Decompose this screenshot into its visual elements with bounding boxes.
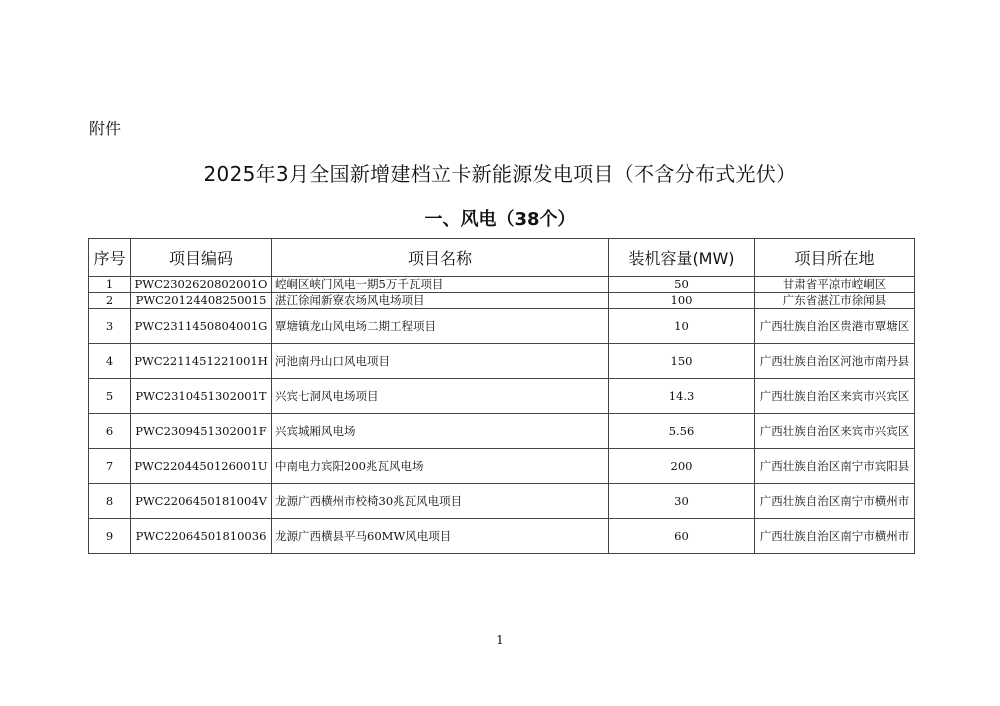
header-name: 项目名称 [272, 239, 609, 277]
cell-location: 广西壮族自治区来宾市兴宾区 [755, 379, 915, 414]
cell-name: 龙源广西横州市校椅30兆瓦风电项目 [272, 484, 609, 519]
cell-code: PWC2204450126001U [131, 449, 272, 484]
cell-name: 中南电力宾阳200兆瓦风电场 [272, 449, 609, 484]
cell-no: 2 [89, 293, 131, 309]
cell-name: 湛江徐闻新寮农场风电场项目 [272, 293, 609, 309]
page-number: 1 [496, 633, 504, 647]
cell-name: 兴宾城厢风电场 [272, 414, 609, 449]
header-code: 项目编码 [131, 239, 272, 277]
table-header-row [89, 239, 915, 277]
table-row [89, 344, 915, 379]
cell-code: PWC2311450804001G [131, 309, 272, 344]
cell-no: 3 [89, 309, 131, 344]
cell-capacity: 100 [609, 293, 755, 309]
cell-name: 崆峒区峡门风电一期5万千瓦项目 [272, 277, 609, 293]
section-title: 一、风电（38个） [424, 209, 576, 230]
cell-no: 7 [89, 449, 131, 484]
header-location: 项目所在地 [755, 239, 915, 277]
cell-capacity: 14.3 [609, 379, 755, 414]
cell-capacity: 5.56 [609, 414, 755, 449]
table-row [89, 449, 915, 484]
cell-location: 广西壮族自治区南宁市横州市 [755, 484, 915, 519]
cell-location: 广西壮族自治区南宁市宾阳县 [755, 449, 915, 484]
cell-capacity: 60 [609, 519, 755, 554]
header-no: 序号 [89, 239, 131, 277]
table-row [89, 277, 915, 293]
cell-no: 6 [89, 414, 131, 449]
cell-code: PWC2302620802001O [131, 277, 272, 293]
cell-code: PWC2211451221001H [131, 344, 272, 379]
table-row [89, 379, 915, 414]
table-row [89, 519, 915, 554]
cell-no: 9 [89, 519, 131, 554]
cell-name: 龙源广西横县平马60MW风电项目 [272, 519, 609, 554]
cell-no: 5 [89, 379, 131, 414]
cell-capacity: 50 [609, 277, 755, 293]
cell-code: PWC22064501810036 [131, 519, 272, 554]
table-row [89, 414, 915, 449]
projects-table [88, 238, 915, 554]
cell-code: PWC2206450181004V [131, 484, 272, 519]
cell-no: 4 [89, 344, 131, 379]
cell-capacity: 150 [609, 344, 755, 379]
cell-no: 8 [89, 484, 131, 519]
attachment-label: 附件 [89, 119, 122, 138]
table-row [89, 484, 915, 519]
cell-capacity: 10 [609, 309, 755, 344]
header-capacity: 装机容量(MW) [609, 239, 755, 277]
cell-location: 广西壮族自治区来宾市兴宾区 [755, 414, 915, 449]
cell-name: 河池南丹山口风电项目 [272, 344, 609, 379]
cell-name: 兴宾七洞风电场项目 [272, 379, 609, 414]
cell-location: 甘肃省平凉市崆峒区 [755, 277, 915, 293]
cell-location: 广西壮族自治区贵港市覃塘区 [755, 309, 915, 344]
cell-capacity: 30 [609, 484, 755, 519]
cell-location: 广西壮族自治区南宁市横州市 [755, 519, 915, 554]
cell-name: 覃塘镇龙山风电场二期工程项目 [272, 309, 609, 344]
table-row [89, 309, 915, 344]
cell-code: PWC2310451302001T [131, 379, 272, 414]
cell-location: 广东省湛江市徐闻县 [755, 293, 915, 309]
cell-location: 广西壮族自治区河池市南丹县 [755, 344, 915, 379]
cell-code: PWC20124408250015 [131, 293, 272, 309]
table-row [89, 293, 915, 309]
cell-capacity: 200 [609, 449, 755, 484]
document-title: 2025年3月全国新增建档立卡新能源发电项目（不含分布式光伏） [203, 162, 797, 186]
cell-code: PWC2309451302001F [131, 414, 272, 449]
cell-no: 1 [89, 277, 131, 293]
